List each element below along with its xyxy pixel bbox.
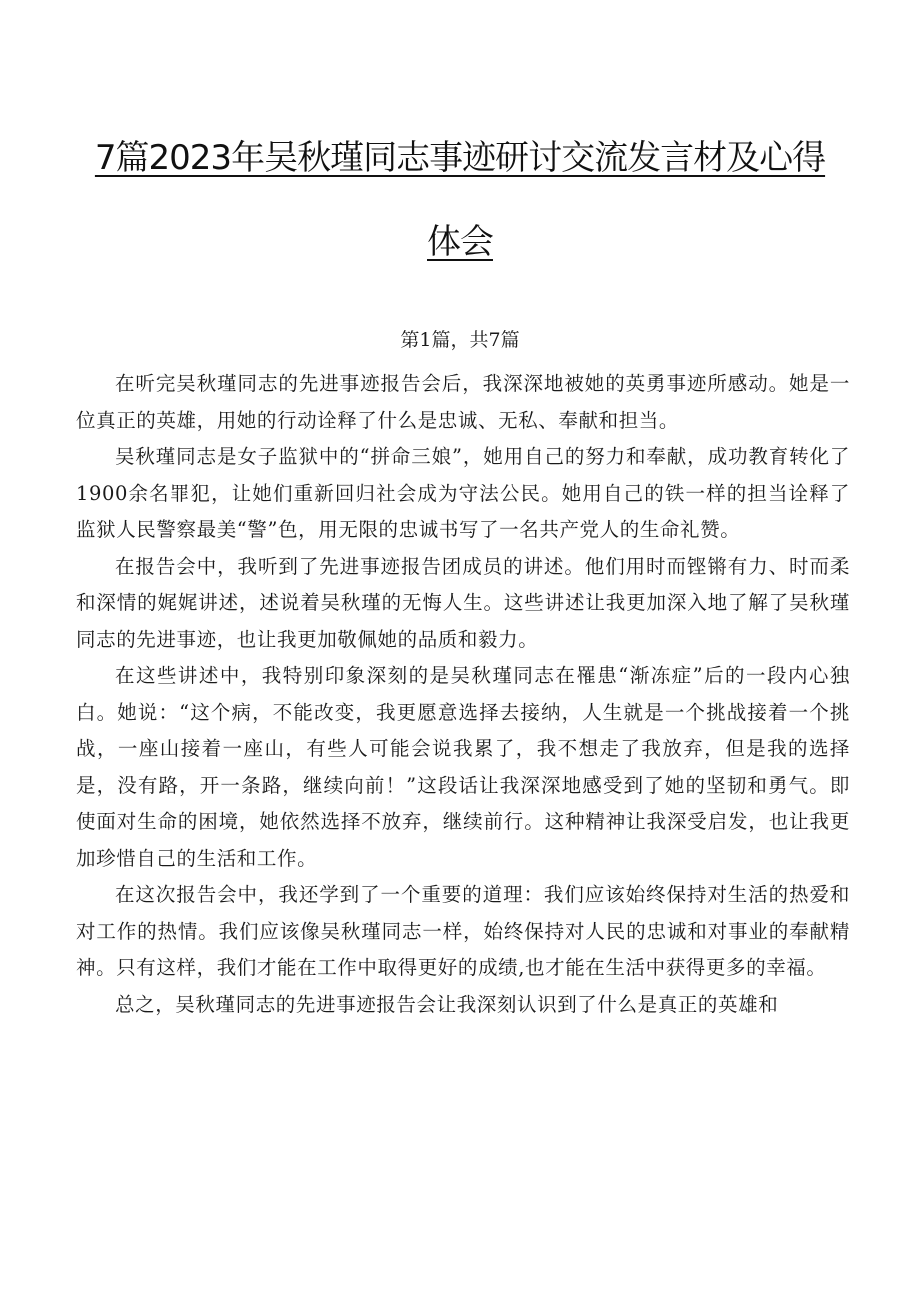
- document-title-line-2: [0, 218, 920, 266]
- paragraph: 在这次报告会中，我还学到了一个重要的道理：我们应该始终保持对生活的热爱和对工作的热情。我们应该像吴秋瑾同志一样，始终保持对人民的忠诚和对事业的奉献精神。只有这样，我们才能在工作中取得更好的成绩,也才能在生活中获得更多的幸福。: [76, 883, 850, 979]
- document-title-line-1: [0, 134, 920, 182]
- paragraph: 在听完吴秋瑾同志的先进事迹报告会后，我深深地被她的英勇事迹所感动。她是一位真正的英雄，用她的行动诠释了什么是忠诚、无私、奉献和担当。: [76, 372, 850, 432]
- section-subtitle: 第1篇，共7篇: [400, 329, 520, 351]
- title-text-1: 7篇2023年吴秋瑾同志事迹研讨交流发言材及心得: [94, 138, 826, 178]
- paragraph: 吴秋瑾同志是女子监狱中的“拼命三娘”，她用自己的努力和奉献，成功教育转化了1900余名罪犯，让她们重新回归社会成为守法公民。她用自己的铁一样的担当诠释了监狱人民警察最美“警”色，用无限的忠诚书写了一名共产党人的生命礼赞。: [76, 445, 850, 541]
- paragraph: 在这些讲述中，我特别印象深刻的是吴秋瑾同志在罹患“渐冻症”后的一段内心独白。她说：“这个病，不能改变，我更愿意选择去接纳，人生就是一个挑战接着一个挑战，一座山接着一座山，有些人可能会说我累了，我不想走了我放弃，但是我的选择是，没有路，开一条路，继续向前！”这段话让我深深地感受到了她的坚韧和勇气。即使面对生命的困境，她依然选择不放弃，继续前行。这种精神让我深受启发，也让我更加珍惜自己的生活和工作。: [76, 664, 850, 870]
- title-text-2: 体会: [427, 222, 493, 262]
- paragraph: 在报告会中，我听到了先进事迹报告团成员的讲述。他们用时而铿锵有力、时而柔和深情的娓娓讲述，述说着吴秋瑾的无悔人生。这些讲述让我更加深入地了解了吴秋瑾同志的先进事迹，也让我更加敬佩她的品质和毅力。: [76, 554, 850, 651]
- paragraph: 总之，吴秋瑾同志的先进事迹报告会让我深刻认识到了什么是真正的英雄和: [115, 992, 779, 1016]
- body-text: [76, 366, 850, 1023]
